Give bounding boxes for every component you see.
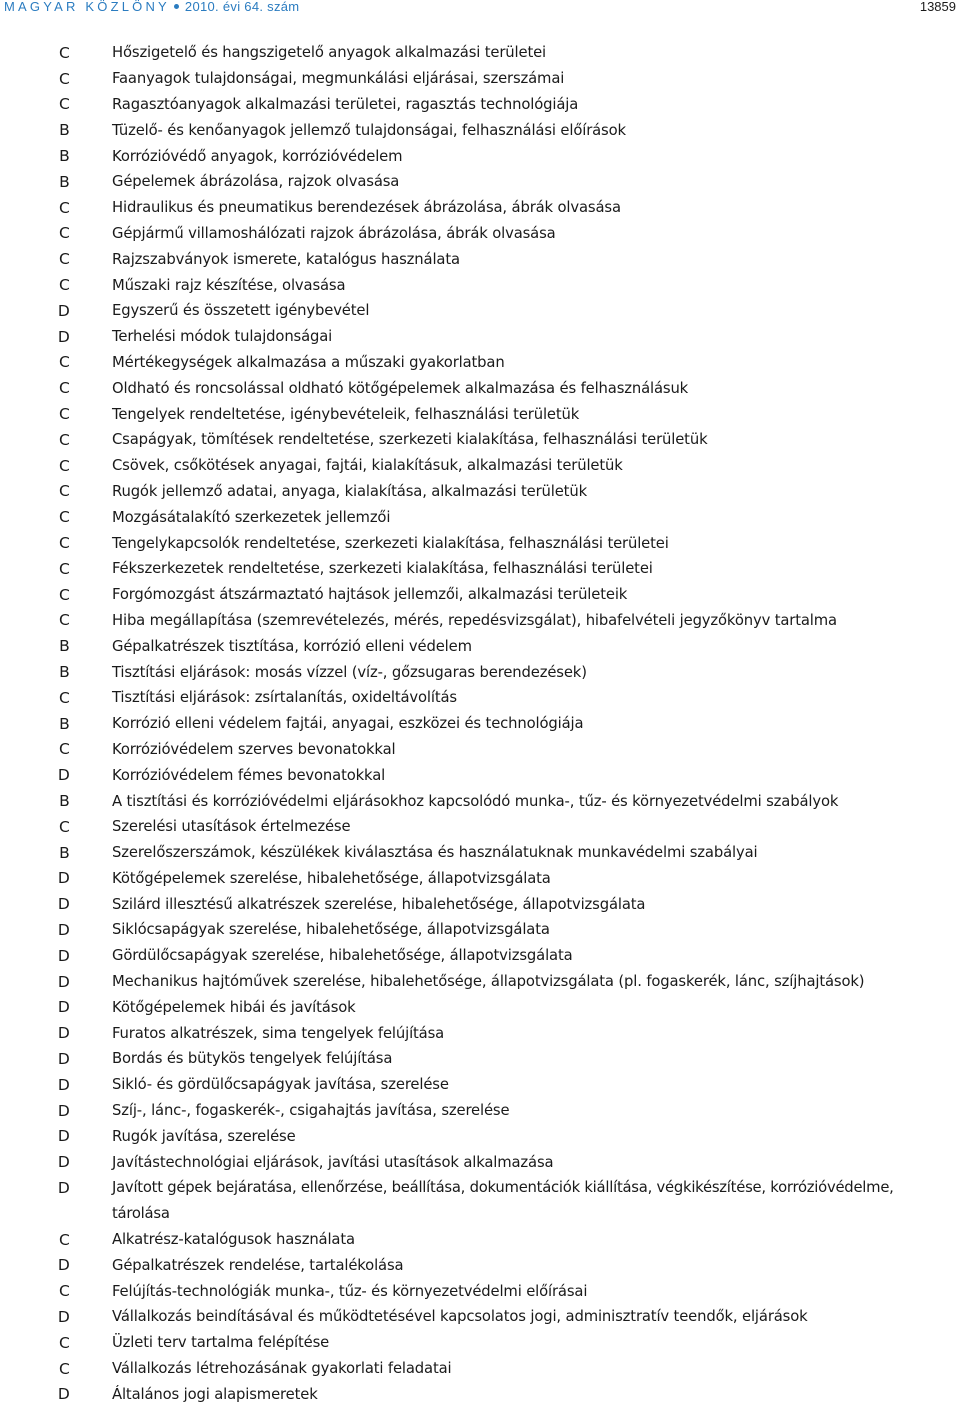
topic-label: Szerelési utasítások értelmezése [112,818,351,836]
topic-label: Gépalkatrészek tisztítása, korrózió elleni védelem [112,637,472,655]
list-item [0,994,960,1020]
level-code: C [58,405,70,424]
level-code: C [58,559,70,578]
topic-label: Ragasztóanyagok alkalmazási területei, ragasztás technológiája [112,95,579,113]
level-code: C [58,688,70,707]
list-item [0,659,960,685]
topic-label: Műszaki rajz készítése, olvasása [112,276,346,294]
level-code: C [58,508,70,527]
list-item [0,40,960,66]
publication-title: MAGYAR KÖZLÖNY [4,0,170,14]
topic-label: Fékszerkezetek rendeltetése, szerkezeti kialakítása, felhasználási területei [112,560,653,578]
level-code: D [57,1307,70,1326]
topic-label: Forgómozgást átszármaztató hajtások jellemzői, alkalmazási területeik [112,586,628,604]
topic-label: Gépalkatrészek rendelése, tartalékolása [112,1256,404,1274]
topic-label: Szíj-, lánc-, fogaskerék-, csigahajtás javítása, szerelése [112,1102,510,1120]
level-code: D [57,1024,70,1043]
level-code: B [59,637,70,656]
level-code: D [57,327,70,346]
list-item [0,298,960,324]
list-item [0,1175,960,1227]
topic-label: Sikló- és gördülőcsapágyak javítása, szerelése [112,1076,449,1094]
list-item [0,246,960,272]
topic-label: Tengelykapcsolók rendeltetése, szerkezeti kialakítása, felhasználási területei [112,534,669,552]
page-header [0,0,960,16]
level-code: C [58,224,70,243]
topic-label: A tisztítási és korrózióvédelmi eljárásokhoz kapcsolódó munka-, tűz- és környezetvédelmi szabályok [112,792,839,810]
topic-label: Mozgásátalakító szerkezetek jellemzői [112,508,391,526]
topic-label: Felújítás-technológiák munka-, tűz- és környezetvédelmi előírásai [112,1282,588,1300]
topic-label: Rugók javítása, szerelése [112,1127,296,1145]
level-code: D [57,1049,70,1068]
level-code: D [57,1179,70,1198]
level-code: D [57,920,70,939]
topic-label: Mértékegységek alkalmazása a műszaki gyakorlatban [112,353,505,371]
list-item [0,479,960,505]
bullet-separator-icon [174,4,179,9]
list-item [0,1149,960,1175]
list-item [0,92,960,118]
topic-label: Tisztítási eljárások: zsírtalanítás, oxideltávolítás [112,689,457,707]
list-item [0,891,960,917]
level-code: D [57,1256,70,1275]
topic-label: Tisztítási eljárások: mosás vízzel (víz-, gőzsugaras berendezések) [112,663,587,681]
list-item [0,169,960,195]
level-code: C [58,69,70,88]
topic-label: Kötőgépelemek szerelése, hibalehetősége, állapotvizsgálata [112,869,551,887]
list-item [0,324,960,350]
level-code: C [58,95,70,114]
list-item [0,66,960,92]
list-item [0,1304,960,1330]
list-item [0,1098,960,1124]
level-code: C [58,43,70,62]
level-code: D [57,946,70,965]
topic-label: Vállalkozás beindításával és működtetésével kapcsolatos jogi, adminisztratív teendők, eljárások [112,1308,808,1326]
level-code: B [59,172,70,191]
level-code: C [58,250,70,269]
topic-label: Általános jogi alapismeretek [112,1385,318,1403]
level-code: D [57,1101,70,1120]
topic-label: Egyszerű és összetett igénybevétel [112,302,370,320]
list-item [0,1356,960,1382]
level-code: D [57,1385,70,1404]
list-item [0,633,960,659]
list-item [0,711,960,737]
level-code: B [59,714,70,733]
list-item [0,350,960,376]
list-item [0,401,960,427]
topic-label: Terhelési módok tulajdonságai [112,328,333,346]
level-code: C [58,585,70,604]
list-item [0,427,960,453]
level-code: C [58,456,70,475]
topic-label: Szilárd illesztésű alkatrészek szerelése, hibalehetősége, állapotvizsgálata [112,895,646,913]
topic-label: Hidraulikus és pneumatikus berendezések ábrázolása, ábrák olvasása [112,199,621,217]
level-code: B [59,147,70,166]
level-code: C [58,379,70,398]
list-item [0,453,960,479]
list-item [0,1046,960,1072]
list-item [0,788,960,814]
topic-label: Mechanikus hajtóművek szerelése, hibalehetősége, állapotvizsgálata (pl. fogaskerék, lánc, szíjhajtások) [112,973,865,991]
list-item [0,143,960,169]
topic-label: Szerelőszerszámok, készülékek kiválasztása és használatuknak munkavédelmi szabályai [112,844,758,862]
topic-label: Gépjármű villamoshálózati rajzok ábrázolása, ábrák olvasása [112,224,556,242]
topic-label: Korrózióvédelem fémes bevonatokkal [112,766,386,784]
list-item [0,1278,960,1304]
topic-label: Javítástechnológiai eljárások, javítási utasítások alkalmazása [112,1153,554,1171]
level-code: D [57,1075,70,1094]
list-item [0,685,960,711]
level-code: D [57,1127,70,1146]
level-code: C [58,611,70,630]
issue-label: 2010. évi 64. szám [184,0,300,14]
list-item [0,1252,960,1278]
topic-label: Hiba megállapítása (szemrevételezés, mérés, repedésvizsgálat), hibafelvételi jegyzőkönyv tartalma [112,611,837,629]
topic-label: Javított gépek bejáratása, ellenőrzése, beállítása, dokumentációk kiállítása, végkikészítése, korrózióvédelme, tárolása [112,1179,894,1222]
level-code: C [58,817,70,836]
topic-label: Korrózióvédő anyagok, korrózióvédelem [112,147,403,165]
topic-label: Korrózió elleni védelem fajtái, anyagai, eszközei és technológiája [112,715,584,733]
level-code: C [58,430,70,449]
topic-label: Rajzszabványok ismerete, katalógus használata [112,250,460,268]
level-code: D [57,972,70,991]
topic-label: Oldható és roncsolással oldható kötőgépelemek alkalmazása és felhasználásuk [112,379,689,397]
topic-label: Tüzelő- és kenőanyagok jellemző tulajdonságai, felhasználási előírások [112,121,626,139]
competency-list [0,40,960,1407]
topic-label: Hőszigetelő és hangszigetelő anyagok alkalmazási területei [112,44,547,62]
topic-label: Kötőgépelemek hibái és javítások [112,998,356,1016]
topic-label: Üzleti terv tartalma felépítése [112,1334,330,1352]
list-item [0,840,960,866]
level-code: C [58,534,70,553]
level-code: B [59,121,70,140]
level-code: C [58,1282,70,1301]
topic-label: Gépelemek ábrázolása, rajzok olvasása [112,173,400,191]
topic-label: Gördülőcsapágyak szerelése, hibalehetősége, állapotvizsgálata [112,947,573,965]
topic-label: Furatos alkatrészek, sima tengelyek felújítása [112,1024,445,1042]
list-item [0,1072,960,1098]
list-item [0,1381,960,1407]
list-item [0,943,960,969]
level-code: C [58,353,70,372]
level-code: C [58,1359,70,1378]
level-code: B [59,792,70,810]
list-item [0,504,960,530]
level-code: D [57,895,70,914]
topic-label: Csapágyak, tömítések rendeltetése, szerkezeti kialakítása, felhasználási területük [112,431,708,449]
level-code: C [58,1333,70,1352]
topic-label: Tengelyek rendeltetése, igénybevételeik, felhasználási területük [112,405,580,423]
page-number: 13859 [919,0,956,14]
list-item [0,969,960,995]
level-code: B [59,843,70,862]
topic-label: Korrózióvédelem szerves bevonatokkal [112,740,396,758]
list-item [0,375,960,401]
list-item [0,866,960,892]
topic-label: Csövek, csőkötések anyagai, fajtái, kialakításuk, alkalmazási területük [112,457,623,475]
level-code: C [58,198,70,217]
list-item [0,117,960,143]
list-item [0,195,960,221]
header-publication [4,0,299,14]
list-item [0,814,960,840]
topic-label: Vállalkozás létrehozásának gyakorlati feladatai [112,1360,452,1378]
list-item [0,762,960,788]
level-code: D [57,1153,70,1172]
list-item [0,556,960,582]
list-item [0,1020,960,1046]
topic-label: Faanyagok tulajdonságai, megmunkálási eljárásai, szerszámai [112,70,565,88]
topic-label: Bordás és bütykös tengelyek felújítása [112,1050,393,1068]
level-code: C [58,276,70,295]
list-item [0,221,960,247]
level-code: D [57,869,70,888]
list-item [0,1227,960,1253]
level-code: C [58,482,70,501]
list-item [0,917,960,943]
level-code: B [59,663,70,682]
level-code: D [57,766,70,785]
list-item [0,737,960,763]
topic-label: Rugók jellemző adatai, anyaga, kialakítása, alkalmazási területük [112,482,587,500]
topic-label: Siklócsapágyak szerelése, hibalehetősége, állapotvizsgálata [112,921,550,939]
list-item [0,272,960,298]
level-code: C [58,1230,70,1249]
level-code: D [57,301,70,320]
level-code: D [57,998,70,1017]
topic-label: Alkatrész-katalógusok használata [112,1231,355,1249]
list-item [0,1123,960,1149]
list-item [0,1330,960,1356]
list-item [0,608,960,634]
list-item [0,582,960,608]
level-code: C [58,740,70,759]
list-item [0,530,960,556]
